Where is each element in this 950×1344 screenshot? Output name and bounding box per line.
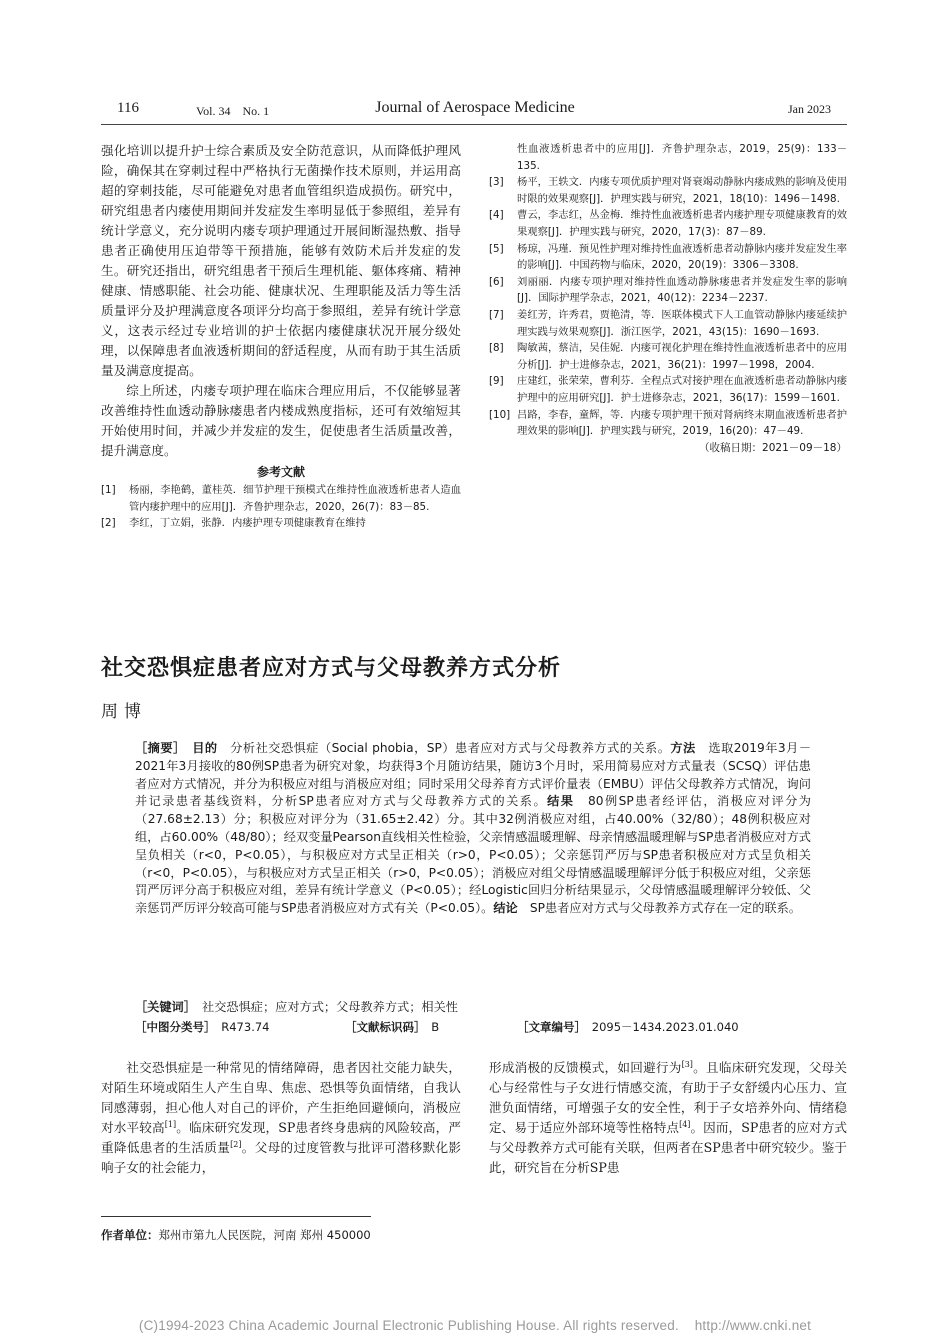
- clc-group: [135, 1019, 269, 1035]
- body-text: 。且临床研究发现，父母关心与经常性与子女进行情感交流，有助于子女舒缓内心压力、宣泄负面情绪，可增强子女的安全性，利于子女培养外向、情绪稳定、易于适应外部环境等性格特点: [489, 1060, 848, 1135]
- body-text: 。临床研究发现，SP患者终身患病的风险较高，严重降低患者的生活质量: [101, 1120, 461, 1155]
- keywords-line: [135, 998, 811, 1015]
- reference-item: [489, 407, 847, 440]
- article-number-label: ［文章编号］: [517, 1020, 581, 1034]
- received-date: （收稿日期：2021－09－18）: [699, 441, 847, 454]
- citation: [2]: [230, 1139, 242, 1149]
- references-left: [101, 482, 461, 532]
- reference-item: [101, 515, 461, 532]
- issue-date: Jan 2023: [788, 102, 831, 116]
- article-number-group: [517, 1019, 739, 1035]
- doc-code-label: ［文献标识码］: [345, 1020, 420, 1034]
- reference-text: 陶敏茜，蔡洁，吴佳妮．内瘘可视化护理在维持性血液透析患者中的应用分析[J]．护士进修杂志，2021，36(21)：1997－1998，2004.: [517, 342, 847, 371]
- keywords-label: ［关键词］: [135, 1000, 190, 1014]
- abstract-section-label: 目的: [192, 741, 218, 755]
- reference-text: 杨平，王轶文．内瘘专项优质护理对肾衰竭动静脉内瘘成熟的影响及使用时限的效果观察[J]．护理实践与研究，2021，18(10)：1496－1498.: [517, 176, 847, 205]
- reference-number: [9]: [489, 375, 504, 388]
- reference-item: [489, 373, 847, 406]
- references-right: [489, 141, 847, 456]
- body-paragraph: [101, 1058, 461, 1178]
- abstract: [135, 740, 811, 918]
- reference-text: 刘丽丽．内瘘专项护理对维持性血透动静脉瘘患者并发症发生率的影响[J]．国际护理学杂志，2021，40(12)：2234－2237.: [517, 275, 847, 305]
- abstract-section-label: 结论: [493, 901, 518, 916]
- body-text: 。父母的过度管教与批评可潜移默化影响子女的社会能力，: [101, 1140, 462, 1175]
- reference-number: [1]: [101, 484, 116, 496]
- volume-issue: Vol. 34 No. 1: [196, 104, 270, 118]
- abstract-label: ［摘要］: [135, 741, 180, 755]
- page-number: 116: [117, 100, 139, 116]
- article-number-value: 2095－1434.2023.01.040: [580, 1020, 739, 1034]
- reference-item: [101, 482, 461, 515]
- reference-text: 庄建红，张荣荣，曹利芬．全程点式对接护理在血液透析患者动静脉内瘘护理中的应用研究[J]．护士进修杂志，2021，36(17)：1599－1601.: [517, 375, 847, 404]
- reference-item: [489, 207, 847, 240]
- header-rule: [101, 124, 847, 125]
- reference-text: 性血液透析患者中的应用[J]．齐鲁护理杂志，2019，25(9)：133－135.: [517, 143, 847, 172]
- reference-text: 杨丽，李艳鹤，董桂英．细节护理干预模式在维持性血液透析患者人造血管内瘘护理中的应用[J]．齐鲁护理杂志，2020，26(7)：83－85.: [129, 484, 461, 513]
- reference-item: [489, 274, 847, 307]
- reference-item: [489, 241, 847, 274]
- reference-number: [2]: [101, 517, 116, 530]
- reference-number: [4]: [489, 209, 504, 222]
- reference-item: [489, 340, 847, 373]
- reference-number: [8]: [489, 342, 504, 355]
- citation: [1]: [164, 1119, 177, 1129]
- citation: [3]: [681, 1059, 693, 1069]
- reference-text: 吕路，李春，童辉，等．内瘘专项护理干预对肾病终末期血液透析患者护理效果的影响[J]．护理实践与研究，2019，16(20)：47－49.: [517, 408, 847, 438]
- reference-number: [6]: [489, 275, 504, 288]
- body-text: 社交恐惧症是一种常见的情绪障碍，患者因社交能力缺失，对陌生环境或陌生人产生自卑、焦虑、恐惧等负面情绪，自我认同感薄弱，担心他人对自己的评价，产生拒绝回避倾向，消极应对水平较高: [101, 1060, 461, 1135]
- reference-text: 李红，丁立娟，张静．内瘘护理专项健康教育在维持: [129, 517, 366, 530]
- copyright-line: (C)1994-2023 China Academic Journal Electronic Publishing House. All rights reserved. http://www.cnki.net: [138, 1318, 812, 1333]
- clc-label: ［中图分类号］: [135, 1020, 210, 1034]
- doc-code-group: [345, 1019, 439, 1035]
- reference-number: [7]: [489, 308, 504, 321]
- article-title: 社交恐惧症患者应对方式与父母教养方式分析: [101, 656, 562, 681]
- references-title: 参考文献: [256, 465, 305, 479]
- footnote-rule: [101, 1216, 371, 1217]
- prev-paragraph-2: 综上所述，内瘘专项护理在临床合理应用后，不仅能够显著改善维持性血透动静脉瘘患者内楼成熟度指标，还可有效缩短其开始使用时间，并减少并发症的发生，促使患者生活质量改善，提升满意度。: [101, 383, 461, 458]
- abstract-section-text: 分析社交恐惧症（Social phobia，SP）患者应对方式与父母教养方式的关系。: [217, 741, 671, 755]
- footnote-label: 作者单位：: [101, 1228, 159, 1242]
- body-right-column: [489, 1058, 847, 1178]
- abstract-section-label: 方法: [670, 741, 696, 755]
- reference-item: [489, 174, 847, 207]
- abstract-section-text: SP患者应对方式与父母教养方式存在一定的联系。: [517, 901, 801, 916]
- reference-text: 姜红芳，许秀君，贾艳清，等．医联体模式下人工血管动静脉内瘘延续护理实践与效果观察[J]．浙江医学，2021，43(15)：1690－1693.: [517, 308, 847, 338]
- body-paragraph: [489, 1058, 847, 1178]
- journal-name: Journal of Aerospace Medicine: [375, 99, 575, 116]
- running-header: [0, 100, 950, 122]
- reference-number: [3]: [489, 176, 504, 189]
- doc-code-value: B: [419, 1020, 440, 1034]
- footnote-text: 郑州市第九人民医院，河南 郑州 450000: [158, 1228, 371, 1242]
- body-text: 。因而，SP患者的应对方式与父母教养方式可能有关联，但两者在SP患者中研究较少。鉴于此，研究旨在分析SP患: [489, 1120, 847, 1175]
- abstract-section-text: 选取2019年3月－2021年3月接收的80例SP患者为研究对象，均获得3个月随访结果，随访3个月时，采用简易应对方式量表（SCSQ）评估患者应对方式情况，并分为积极应对组与消极应对组；同时采用父母养育方式评价量表（EMBU）评估父母教养方式情况，询问并记录患者基线资料，分析SP患者应对方式与父母教养方式的关系。: [135, 741, 812, 809]
- clc-value: R473.74: [209, 1020, 270, 1034]
- reference-text: 曹云，李志红，丛金梅．维持性血液透析患者内瘘护理专项健康教育的效果观察[J]．护理实践与研究，2020，17(3)：87－89.: [517, 209, 847, 238]
- abstract-section-label: 结果: [547, 794, 575, 809]
- abstract-text: [135, 740, 811, 918]
- reference-item: [489, 141, 847, 174]
- body-left-column: [101, 1058, 461, 1178]
- reference-item: [489, 307, 847, 340]
- article-author: 周博: [101, 702, 147, 722]
- reference-number: [489, 141, 517, 174]
- keywords: 社交恐惧症；应对方式；父母教养方式；相关性: [189, 1000, 458, 1014]
- citation: [4]: [679, 1119, 691, 1129]
- reference-text: 杨琼，冯瑾．预见性护理对维持性血液透析患者动静脉内瘘并发症发生率的影响[J]．中国药物与临床，2020，20(19)：3306－3308.: [517, 242, 847, 272]
- prev-paragraph-1: 强化培训以提升护士综合素质及安全防范意识，从而降低护理风险，确保其在穿刺过程中严格执行无菌操作技术原则，并运用高超的穿刺技能，尽可能避免对患者血管组织造成损伤。研究中，研究组患者内瘘使用期间并发症发生率明显低于参照组，差异有统计学意义，充分说明内瘘专项护理通过开展间断湿热敷、指导患者正确使用压迫带等干预措施，能够有效防术后并发症的发生。研究还指出，研究组患者干预后生理机能、躯体疼痛、精神健康、情感职能、社会功能、健康状况、生理职能及活力等生活质量评分及护理满意度各项评分均高于参照组，差异有统计学意义，这表示经过专业培训的护士依据内瘘健康状况开展分级处理，以保障患者血液透析期间的舒适程度，从而有助于其生活质量及满意度提高。: [101, 143, 461, 378]
- prev-article-left-column: [101, 141, 461, 532]
- reference-number: [10]: [489, 408, 511, 421]
- author-affiliation: [101, 1227, 371, 1243]
- reference-number: [5]: [489, 242, 504, 255]
- abstract-section-text: 80例SP患者经评估，消极应对评分为（27.68±2.13）分；积极应对评分为（31.65±2.42）分。其中32例消极应对组，占40.00%（32/80）；48例积极应对组，占60.00%（48/80）；经双变量Pearson直线相关性检验，父亲情感温暖理解、母亲情感温暖理解与SP患者消极应对方式呈负相关（r<0，P<0.05），与积极应对方式呈正相关（r>0，P<0.05）；父亲惩罚严厉与SP患者积极应对方式呈负相关（r<0，P<0.05），与积极应对方式呈正相关（r>0，P<0.05）；消极应对组父母情感温暖理解评分低于积极应对组，父亲惩罚严厉评分高于积极应对组，差异有统计学意义（P<0.05）；经Logistic回归分析结果显示，父母情感温暖理解评分较低、父亲惩罚严厉评分较高可能与SP患者消极应对方式有关（P<0.05）。: [135, 794, 811, 916]
- body-text: 形成消极的反馈模式，如回避行为: [489, 1060, 682, 1075]
